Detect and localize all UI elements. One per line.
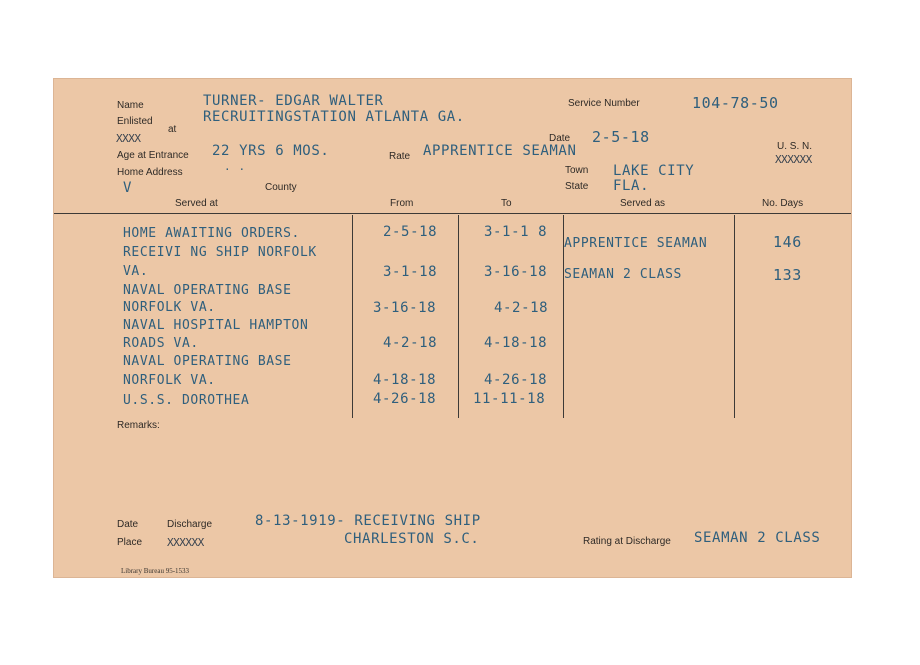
town-value: LAKE CITY <box>613 163 695 179</box>
usn-label: U. S. N. <box>777 141 813 152</box>
served-at-line: NAVAL OPERATING BASE <box>123 354 292 369</box>
discharge-date-value: 8-13-1919- RECEIVING SHIP <box>255 513 481 529</box>
age-value: 22 YRS 6 MOS. <box>212 143 330 159</box>
struck-usn-mark: XXXXXX <box>775 153 812 166</box>
age-label: Age at Entrance <box>117 150 189 161</box>
typed-dots: . . <box>224 160 246 173</box>
state-label: State <box>565 181 589 192</box>
from-date: 4-26-18 <box>373 391 437 407</box>
from-date: 2-5-18 <box>383 224 438 240</box>
from-header: From <box>390 198 414 209</box>
served-at-line: VA. <box>123 264 149 279</box>
served-at-line: NAVAL HOSPITAL HAMPTON <box>123 318 309 333</box>
served-at-line: HOME AWAITING ORDERS. <box>123 226 300 241</box>
state-value: FLA. <box>613 178 650 194</box>
to-date: 4-26-18 <box>484 372 548 388</box>
remarks-label: Remarks: <box>117 420 160 431</box>
served-at-line: RECEIVI NG SHIP NORFOLK <box>123 245 317 260</box>
at-label: at <box>168 124 177 135</box>
date-label: Date <box>549 133 571 144</box>
to-date: 4-18-18 <box>484 335 548 351</box>
served-as-value: APPRENTICE SEAMAN <box>564 236 708 251</box>
struck-discharge-mark: XXXXXX <box>167 536 204 549</box>
county-label: County <box>265 182 297 193</box>
served-at-line: NORFOLK VA. <box>123 373 216 388</box>
no-days-header: No. Days <box>762 198 804 209</box>
days-value: 146 <box>773 233 802 251</box>
rating-at-discharge-value: SEAMAN 2 CLASS <box>694 530 821 546</box>
to-header: To <box>501 198 512 209</box>
rate-label: Rate <box>389 151 411 162</box>
name-value: TURNER- EDGAR WALTER <box>203 93 384 109</box>
to-date: 11-11-18 <box>473 391 546 407</box>
date-value: 2-5-18 <box>592 128 650 146</box>
table-header-rule <box>54 213 851 214</box>
to-date: 3-16-18 <box>484 264 548 280</box>
column-divider-to <box>458 215 459 418</box>
column-divider-from <box>352 215 353 418</box>
name-label: Name <box>117 100 144 111</box>
discharge-label: Discharge <box>167 519 213 530</box>
from-date: 4-2-18 <box>383 335 438 351</box>
enlisted-at-value: RECRUITINGSTATION ATLANTA GA. <box>203 109 465 125</box>
served-at-line: ROADS VA. <box>123 336 199 351</box>
served-at-line: U.S.S. DOROTHEA <box>123 393 250 408</box>
rate-value: APPRENTICE SEAMAN <box>423 143 577 159</box>
served-as-value: SEAMAN 2 CLASS <box>564 267 682 282</box>
printer-imprint: Library Bureau 95-1533 <box>121 567 190 575</box>
town-label: Town <box>565 165 589 176</box>
discharge-date-label: Date <box>117 519 139 530</box>
from-date: 3-1-18 <box>383 264 438 280</box>
rating-at-discharge-label: Rating at Discharge <box>583 536 671 547</box>
days-value: 133 <box>773 266 802 284</box>
discharge-place-value: CHARLESTON S.C. <box>344 531 480 547</box>
home-address-label: Home Address <box>117 167 183 178</box>
service-record-card <box>53 78 852 578</box>
enlisted-label: Enlisted <box>117 116 153 127</box>
to-date: 3-1-1 8 <box>484 224 548 240</box>
struck-enlisted-mark: XXXX <box>116 132 141 145</box>
served-at-header: Served at <box>175 198 218 209</box>
from-date: 3-16-18 <box>373 300 437 316</box>
served-at-line: NAVAL OPERATING BASE <box>123 283 292 298</box>
to-date: 4-2-18 <box>494 300 549 316</box>
from-date: 4-18-18 <box>373 372 437 388</box>
service-number-value: 104-78-50 <box>692 94 779 112</box>
column-divider-days <box>734 215 735 418</box>
served-as-header: Served as <box>620 198 666 209</box>
served-at-line: NORFOLK VA. <box>123 300 216 315</box>
service-number-label: Service Number <box>568 98 640 109</box>
home-address-value: V <box>123 180 133 196</box>
discharge-place-label: Place <box>117 537 143 548</box>
